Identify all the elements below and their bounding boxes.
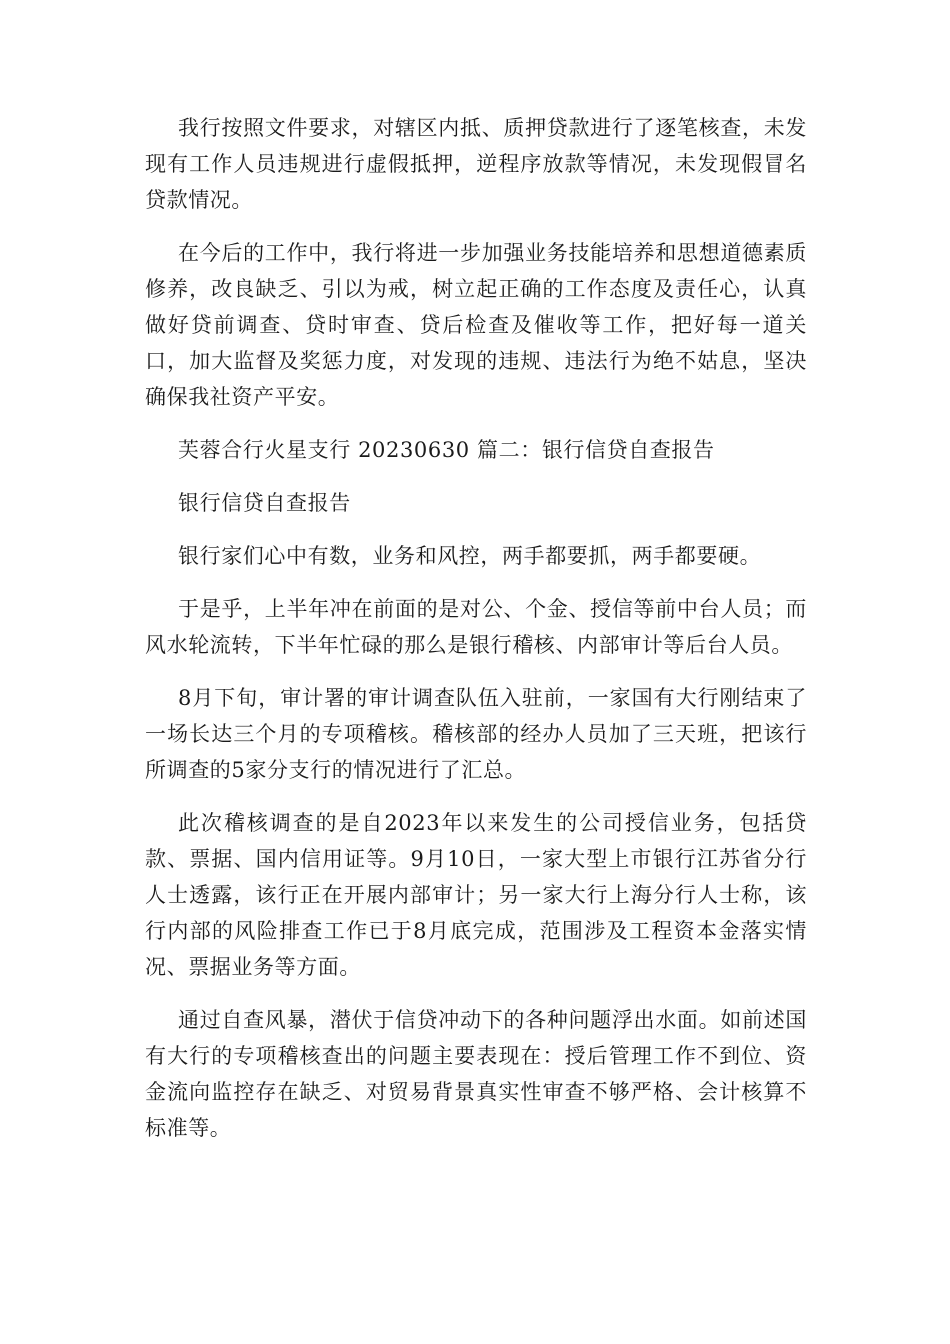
paragraph-signature-heading: 芙蓉合行火星支行 20230630 篇二：银行信贷自查报告 <box>178 438 715 462</box>
paragraph-audit-scope: 此次稽核调查的是自2023年以来发生的公司授信业务，包括贷款、票据、国内信用证等。9月10日，一家大型上市银行江苏省分行人士透露，该行正在开展内部审计；另一家大行上海分行人士称，该行内部的风险排查工作已于8月底完成，范围涉及工程资本金落实情况、票据业务等方面。 <box>145 811 807 979</box>
paragraph-future-work: 在今后的工作中，我行将进一步加强业务技能培养和思想道德素质修养，改良缺乏、引以为戒，树立起正确的工作态度及责任心，认真做好贷前调查、贷时审查、贷后检查及催收等工作，把好每一道关口，加大监督及奖惩力度，对发现的违规、违法行为绝不姑息，坚决确保我社资产平安。 <box>145 241 807 409</box>
paragraph-august-audit: 8月下旬，审计署的审计调查队伍入驻前，一家国有大行刚结束了一场长达三个月的专项稽核。稽核部的经办人员加了三天班，把该行所调查的5家分支行的情况进行了汇总。 <box>145 686 807 782</box>
section-title: 银行信贷自查报告 <box>178 491 351 515</box>
paragraph-half-year: 于是乎，上半年冲在前面的是对公、个金、授信等前中台人员；而风水轮流转，下半年忙碌的那么是银行稽核、内部审计等后台人员。 <box>145 597 807 657</box>
document-body <box>145 110 807 1163</box>
paragraph-findings: 通过自查风暴，潜伏于信贷冲动下的各种问题浮出水面。如前述国有大行的专项稽核查出的问题主要表现在：授后管理工作不到位、资金流向监控存在缺乏、对贸易背景真实性审查不够严格、会计核算不标准等。 <box>145 1008 807 1140</box>
paragraph-bankers: 银行家们心中有数，业务和风控，两手都要抓，两手都要硬。 <box>178 544 762 568</box>
paragraph-loan-check: 我行按照文件要求，对辖区内抵、质押贷款进行了逐笔核查，未发现有工作人员违规进行虚假抵押，逆程序放款等情况，未发现假冒名贷款情况。 <box>145 116 807 212</box>
